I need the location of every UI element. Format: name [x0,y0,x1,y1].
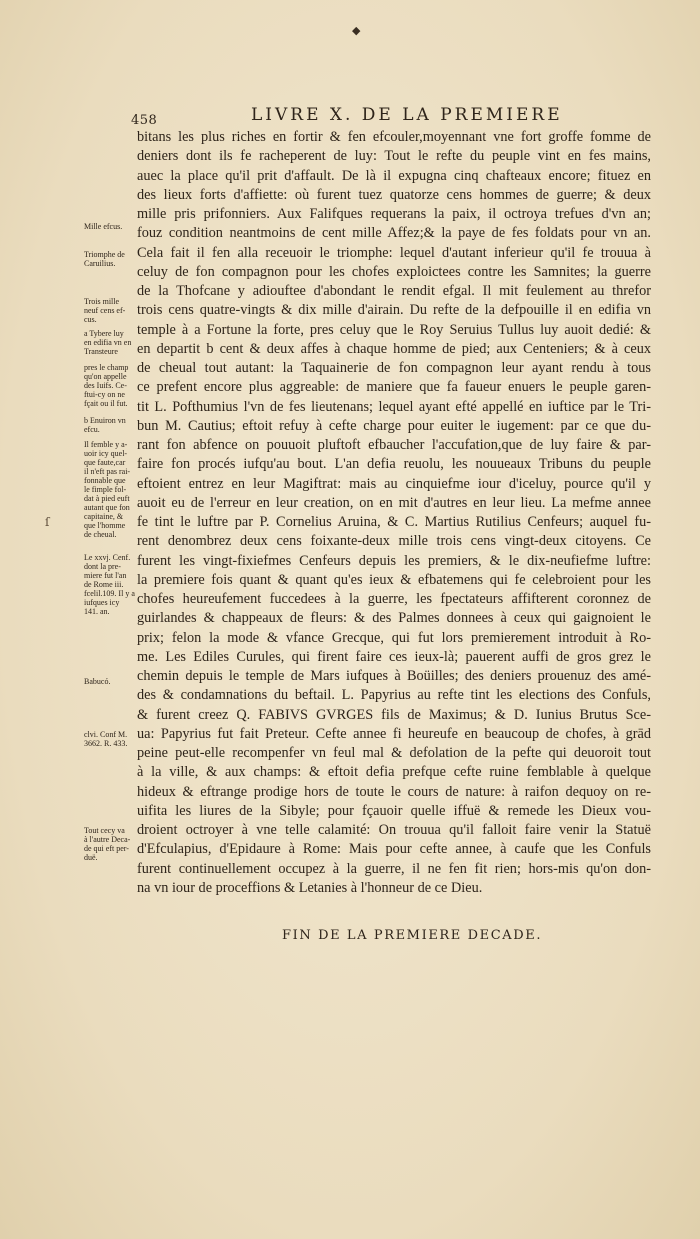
text-line: rent denombrez deux cens foixante-deux mille trois cens vingt-deux citoyens. Ce [137,533,651,550]
note-il-femble [84,440,130,539]
margin-note-line: de cheual. [84,530,117,539]
margin-note-line: le fimple fol- [84,485,127,494]
text-line: des & condamnations du beftail. L. Papyrius au refte tint les elections des Confuls, [137,687,651,704]
text-line: eftoient entrez en leur Magiftrat: mais au cinquiefme iour d'iceluy, pource qu'il y [137,475,651,492]
margin-note-line: a Tybere luy [84,329,124,338]
margin-note-line: Caruilius. [84,259,116,268]
margin-note-line: de qui eft per- [84,844,129,853]
note-mille-efcus [84,222,122,231]
text-line: auoit eu de l'erreur en leur creation, on en mit d'autres en leur lieu. La mefme annee [137,494,651,511]
text-line: & furent creez Q. FABIVS GVRGES fils de Maximus; & D. Iunius Brutus Sce- [137,706,651,723]
margin-notes [84,0,144,1239]
text-line: bun M. Cautius; eftoit refuy à cefte charge pour euiter le iugement: par ce que du- [137,417,651,434]
page-ornament: ◆ [352,24,361,37]
text-line: ce prefent encore plus aggreable: de maniere que fa faueur enuers le peuple garen- [137,379,651,396]
margin-note-line: b Enuiron vn [84,416,126,425]
note-pres-le-champ [84,363,128,408]
margin-note-line: ftui-cy on ne [84,390,125,399]
margin-note-line: Triomphe de [84,250,125,259]
note-tout-cecy [84,826,130,862]
margin-note-line: Le xxvj. Cenf. [84,553,131,562]
margin-note-line: clvi. Conf M. [84,730,128,739]
margin-note-line: dont la pre- [84,562,121,571]
margin-note-line: iufques icy [84,598,120,607]
page-number: 458 [131,113,158,128]
margin-note-line: que faute,car [84,458,126,467]
note-le-xxvj [84,553,135,616]
text-line: droient octroyer à vne telle calamité: On trouua qu'il falloit faire venir la Statuë [137,822,651,838]
text-line: celuy de fon compagnon pour les chofes exploictees contre les Samnites; la guerre [137,263,651,280]
note-triomphe [84,250,125,268]
text-line: tit L. Pofthumius l'vn de fes lieutenans; lequel ayant efté appellé en iuftice par le Tri- [137,398,651,415]
margin-note-line: fcelil.109. Il y a [84,589,135,598]
text-line: bitans les plus riches en fortir & fen efcouler,moyennant vne fort groffe fomme de [137,129,651,145]
margin-note-line: Trois mille [84,297,120,306]
text-line: la premiere fois quant & quant qu'es ieux & efbatemens qui fe celebroient pour les [137,571,651,588]
margin-note-line: 141. an. [84,607,110,616]
note-tybere [84,329,131,356]
text-line: des lieux forts d'affiette: où furent tuez quatorze cens hommes de guerre; & deux [137,186,651,203]
text-line: me. Les Ediles Curules, qui firent faire ces ieux-là; pauerent auffi de gros grez le [137,648,651,665]
margin-note-line: des Iuifs. Ce- [84,381,127,390]
note-babuco [84,677,110,686]
margin-note-line: Babucó. [84,677,111,686]
text-line: fouz condition neantmoins de cent mille Affez;& la paye de fes foldats pour vn an. [137,225,651,242]
margin-note-line: Tout cecy va [84,826,125,835]
margin-note-line: 3662. R. 433. [84,739,128,748]
text-line: en departit b cent & deux affes à chaque homme de pied; aux Centeniers; & à ceux [137,340,651,357]
text-line: Cela fait il fen alla receuoir le triomphe: lequel d'autant inferieur qu'il fe trouua à [137,244,651,261]
text-line: uifita les liures de la Sibyle; pour fçauoir quelle iffuë & remede les Dieux vou- [137,802,651,819]
text-line: furent continuellement occupez à la guerre, il ne fen fit rien; hors-mis qu'on don- [137,860,651,877]
text-line: de cheual tout autant: la Taquainerie de fon compagnon leur ayant rendu à tous [137,360,651,376]
margin-note-line: neuf cens ef- [84,306,126,315]
text-line: auec la place qu'il prit d'affault. De là il expugna cinq chafteaux encore; fituez en [137,167,651,184]
margin-note-line: efcu. [84,425,100,434]
margin-note-line: autant que fon [84,503,130,512]
margin-note-line: qu'on appelle [84,372,127,381]
text-line: furent les vingt-fixiefmes Cenfeurs depuis les premiers, & le dix-neufiefme luftre: [137,552,651,569]
margin-note-line: en edifia vn en [84,338,132,347]
text-line: hideux & eftrange prodige hors de toute le cours de nature: à raifon dequoy on re- [137,783,651,800]
page-header [131,105,651,129]
text-line: ua: Papyrius fut fait Preteur. Cefte annee fi heureufe en beaucoup de chofes, à grād [137,725,651,742]
text-line: deniers dont ils fe racheperent de luy: Tout le refte du peuple vint en fes mains, [137,148,651,165]
text-line: guirlandes & chappeaux de fleurs: & des Palmes donnees à ceux qui gaignoient le [137,610,651,627]
body-text [137,128,651,898]
margin-note-line: fonnable que [84,476,126,485]
margin-note-line: il n'eft pas rai- [84,467,131,476]
text-line: na vn iour de proceffions & Letanies à l'honneur de ce Dieu. [137,879,483,896]
stray-mark: ſ [45,515,50,529]
text-line: trois cens quatre-vingts & dix mille d'airain. Du refte de la defpouille il en edifia vn [137,302,651,319]
text-line: rant fon abfence on pouuoit pluftoft efbaucher l'accufation,que de luy faire & par- [137,437,651,453]
note-clvi [84,730,127,748]
margin-note-line: cus. [84,315,97,324]
margin-note-line: de Rome iii. [84,580,124,589]
margin-note-line: duë. [84,853,98,862]
margin-note-line: que l'homme [84,521,126,530]
text-line: prix; felon la mode & vfance Grecque, qui fut lors premierement introduit à Ro- [137,629,651,646]
margin-note-line: capitaine, & [84,512,124,521]
margin-note-line: fçait ou il fut. [84,399,128,408]
note-enuiron [84,416,126,434]
margin-note-line: Il femble y a- [84,440,128,449]
margin-note-line: pres le champ [84,363,129,372]
margin-note-line: uoir icy quel- [84,449,128,458]
note-trois-mille [84,297,125,324]
text-line: chofes heureufement fuccedees à la guerre, les fpectateurs affifterent coronnez de [137,591,651,607]
text-line: temple à a Fortune la forte, pres celuy que le Roy Seruius Tullus luy auoit dedié: & [137,321,651,338]
finis-line: FIN DE LA PREMIERE DECADE. [282,928,543,943]
text-line: de la Thofcane y adiouftee d'abondant le rendit efgal. Il mit feulement au threfor [137,283,651,299]
margin-note-line: Mille efcus. [84,222,123,231]
text-line: d'Efculapius, d'Epidaure à Rome: Mais pour cefte annee, à caufe que les Confuls [137,841,651,858]
text-line: à la ville, & aux champs: & eftoit defia prefque cefte ruine femblable à quelque [137,764,651,781]
margin-note-line: dat à pied euft [84,494,130,503]
margin-note-line: Transteure [84,347,118,356]
text-line: mille pris prifonniers. Aux Falifques requerans la paix, il octroya trefues d'vn an; [137,206,651,222]
running-head: LIVRE X. DE LA PREMIERE [251,105,563,125]
margin-note-line: miere fut l'an [84,571,127,580]
margin-note-line: à l'autre Deca- [84,835,131,844]
text-line: chemin depuis le temple de Mars iufques à Boüilles; des deniers prouenuz des amé- [137,668,651,684]
text-line: peine peut-elle recompenfer vn feul mal & defolation de la pefte qui deuoroit tout [137,745,651,761]
text-line: faire fon procés iufqu'au bout. L'an defia reuolu, les nouueaux Tribuns du peuple [137,456,651,473]
text-line: fe tint le luftre par P. Cornelius Aruina, & C. Martius Rutilius Cenfeurs; auquel fu- [137,514,651,530]
